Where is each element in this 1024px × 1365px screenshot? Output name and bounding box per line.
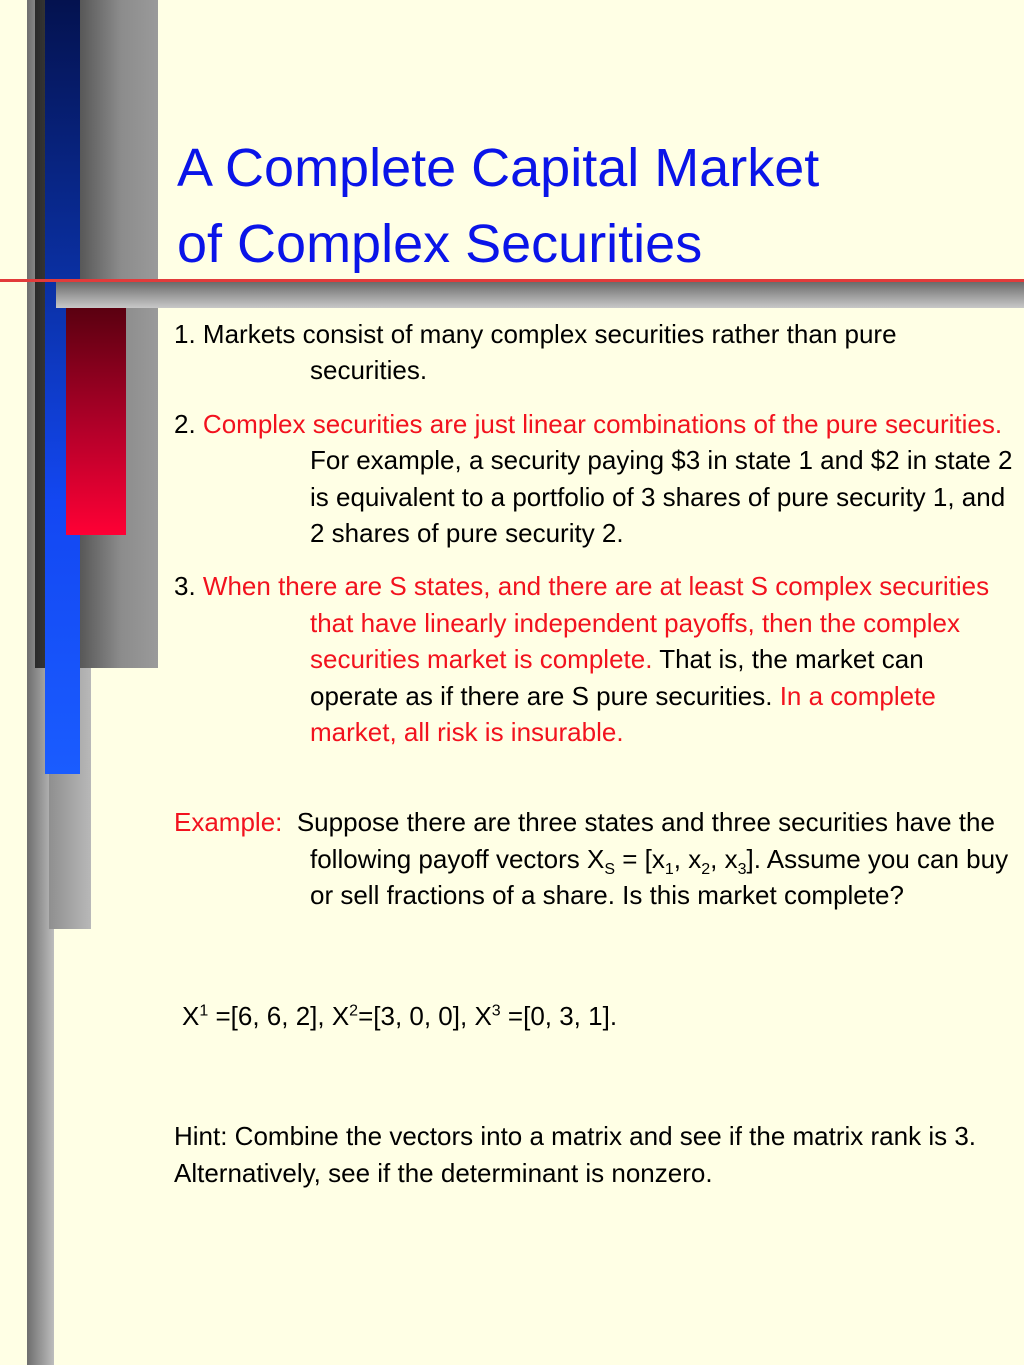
item-text: That is, the market can operate as if there are S pure securities. — [310, 644, 924, 711]
item-number: 1. — [174, 319, 196, 349]
title-underline-gray — [56, 282, 1024, 308]
slide-body — [174, 316, 1014, 1191]
example-sep-1: , x — [673, 843, 702, 874]
payoff-vectors — [182, 998, 1014, 1034]
vector-2-value: =[3, 0, 0], — [358, 1000, 475, 1031]
subscript-1: 1 — [664, 861, 674, 879]
list-item-3 — [174, 568, 1014, 750]
slide-title-line-2: of Complex Securities — [177, 214, 703, 274]
example-block — [174, 804, 1014, 913]
slide-title-line-1: A Complete Capital Market — [177, 138, 820, 198]
example-sep-2: , x — [710, 843, 738, 874]
item-text: For example, a security paying $3 in state 1 and $2 in state 2 is equivalent to a portfolio of 3 shares of pure security 1, and 2 shares of pure security 2. — [310, 445, 1013, 549]
item-highlight-2: In a complete market, all risk is insurable. — [310, 680, 936, 748]
item-number: 3. — [174, 571, 196, 602]
example-label: Example: — [174, 807, 283, 838]
example-text-after: ]. Assume you can buy or sell fractions of a share. Is this market complete? — [310, 843, 1009, 911]
item-number: 2. — [174, 408, 196, 439]
vector-1-sup: 1 — [199, 1002, 209, 1020]
item-text: Markets consist of many complex securities rather than pure securities. — [202, 319, 897, 386]
decor-red-bar — [66, 308, 126, 535]
vector-1-name: X — [182, 1000, 200, 1031]
list-item-2 — [174, 406, 1014, 552]
example-text: Suppose there are three states and three securities have the following payoff vectors X — [296, 807, 995, 874]
vector-2-sup: 2 — [349, 1002, 359, 1020]
item-highlight: Complex securities are just linear combinations of the pure securities. — [202, 408, 1003, 439]
vector-2-name: X — [331, 1000, 350, 1031]
vector-3-name: X — [474, 1000, 492, 1031]
list-item-1 — [174, 316, 1014, 389]
subscript-s: S — [604, 861, 616, 879]
subscript-2: 2 — [701, 861, 711, 879]
subscript-3: 3 — [737, 861, 747, 879]
example-eq-open: = [x — [615, 843, 665, 874]
hint-text: Hint: Combine the vectors into a matrix and see if the matrix rank is 3. Alternatively, see if the determinant is nonzero. — [174, 1121, 977, 1188]
vector-3-sup: 3 — [491, 1002, 501, 1020]
item-highlight: When there are S states, and there are at least S complex securities that have linearly independent payoffs, then the complex securities market is complete. — [202, 571, 990, 675]
slide-title — [177, 130, 977, 282]
vector-3-value: =[0, 3, 1]. — [500, 1000, 618, 1031]
vector-1-value: =[6, 6, 2], — [208, 1000, 332, 1031]
